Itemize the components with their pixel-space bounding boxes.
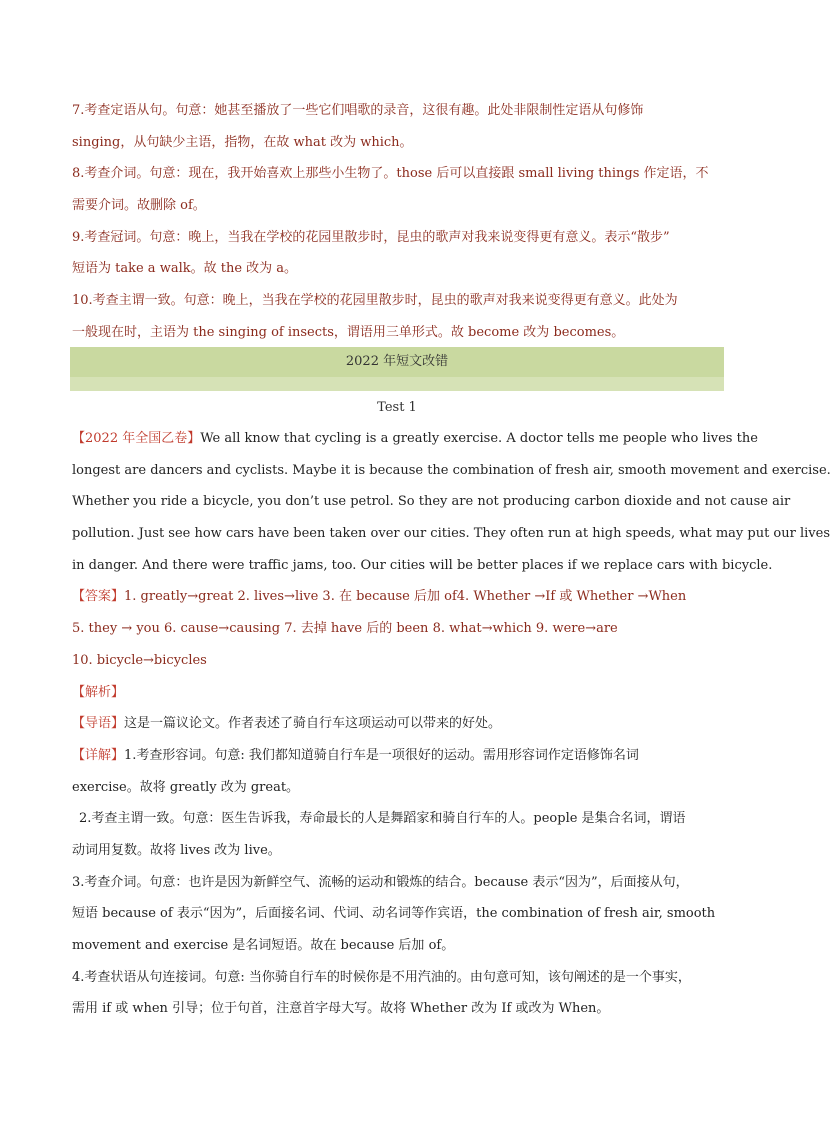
section-banner-title: 2022 年短文改错 bbox=[345, 354, 449, 369]
guide-text: 这是一篇议论文。作者表述了骑自行车这项运动可以带来的好处。 bbox=[124, 716, 502, 732]
text-line: 7.考查定语从句。句意：她甚至播放了一些它们唱歌的录音，这很有趣。此处非限制性定语从句修饰 bbox=[72, 103, 644, 118]
section-banner bbox=[70, 347, 724, 391]
detail-line: 3.考查介词。句意：也许是因为新鲜空气、流畅的运动和锻炼的结合。because 表示“因为”，后面接从句， bbox=[72, 874, 689, 890]
passage-line: in danger. And there were traffic jams, too. Our cities will be better places if we replace cars with bicycle. bbox=[72, 557, 773, 573]
text-line: 短语为 take a walk。故 the 改为 a。 bbox=[72, 261, 298, 277]
answer-tag: 【答案】 bbox=[72, 589, 125, 605]
text-line: 一般现在时，主语为 the singing of insects，谓语用三单形式。故 become 改为 becomes。 bbox=[72, 324, 625, 340]
analysis-tag: 【解析】 bbox=[72, 684, 125, 700]
passage-line: longest are dancers and cyclists. Maybe it is because the combination of fresh air, smooth movement and exercise. bbox=[72, 462, 831, 478]
passage-line: pollution. Just see how cars have been taken over our cities. They often run at high speeds, what may put our lives bbox=[72, 526, 831, 542]
passage-line: Whether you ride a bicycle, you don’t use petrol. So they are not producing carbon dioxide and not cause air bbox=[72, 494, 791, 510]
detail-tag: 【详解】 bbox=[72, 747, 125, 763]
answer-line bbox=[72, 581, 724, 613]
detail-line bbox=[72, 740, 724, 772]
test-title: Test 1 bbox=[377, 400, 417, 415]
answer-line: 5. they → you 6. cause→causing 7. 去掉 have 后的 been 8. what→which 9. were→are bbox=[72, 621, 618, 637]
detail-line: exercise。故将 greatly 改为 great。 bbox=[72, 779, 300, 795]
passage-line bbox=[72, 423, 758, 455]
detail-line: 需用 if 或 when 引导；位于句首，注意首字母大写。故将 Whether 改为 If 或改为 When。 bbox=[72, 1001, 610, 1017]
detail-line: movement and exercise 是名词短语。故在 because 后加 of。 bbox=[72, 938, 455, 953]
answer-text: 1. greatly→great 2. lives→live 3. 在 because 后加 of4. Whether →If 或 Whether →When bbox=[124, 589, 687, 605]
detail-line: 动词用复数。故将 lives 改为 live。 bbox=[72, 842, 281, 858]
source-tag: 【2022 年全国乙卷】 bbox=[72, 431, 201, 446]
detail-line: 4.考查状语从句连接词。句意: 当你骑自行车的时候你是不用汽油的。由句意可知，该句阐述的是一个事实， bbox=[72, 969, 691, 985]
text-line: 8.考查介词。句意：现在，我开始喜欢上那些小生物了。those 后可以直接跟 small living things 作定语，不 bbox=[72, 166, 709, 182]
passage-text: We all know that cycling is a greatly exercise. A doctor tells me people who lives the bbox=[200, 431, 758, 446]
guide-line bbox=[72, 708, 724, 740]
detail-line: 2.考查主谓一致。句意：医生告诉我，寿命最长的人是舞蹈家和骑自行车的人。people 是集合名词，谓语 bbox=[79, 811, 686, 827]
explanation-block-top bbox=[72, 95, 724, 349]
detail-line: 短语 because of 表示“因为”，后面接名词、代词、动名词等作宾语，the combination of fresh air, smooth bbox=[72, 906, 716, 922]
test-block bbox=[72, 423, 831, 1025]
guide-tag: 【导语】 bbox=[72, 716, 125, 732]
text-line: 9.考查冠词。句意：晚上，当我在学校的花园里散步时，昆虫的歌声对我来说变得更有意义。表示“散步” bbox=[72, 229, 670, 245]
text-line: 需要介词。故删除 of。 bbox=[72, 198, 206, 214]
detail-text: 1.考查形容词。句意: 我们都知道骑自行车是一项很好的运动。需用形容词作定语修饰名词 bbox=[124, 747, 639, 763]
answer-line: 10. bicycle→bicycles bbox=[72, 652, 207, 668]
text-line: 10.考查主谓一致。句意：晚上，当我在学校的花园里散步时，昆虫的歌声对我来说变得更有意义。此处为 bbox=[72, 293, 678, 309]
text-line: singing，从句缺少主语，指物，在故 what 改为 which。 bbox=[72, 134, 413, 150]
